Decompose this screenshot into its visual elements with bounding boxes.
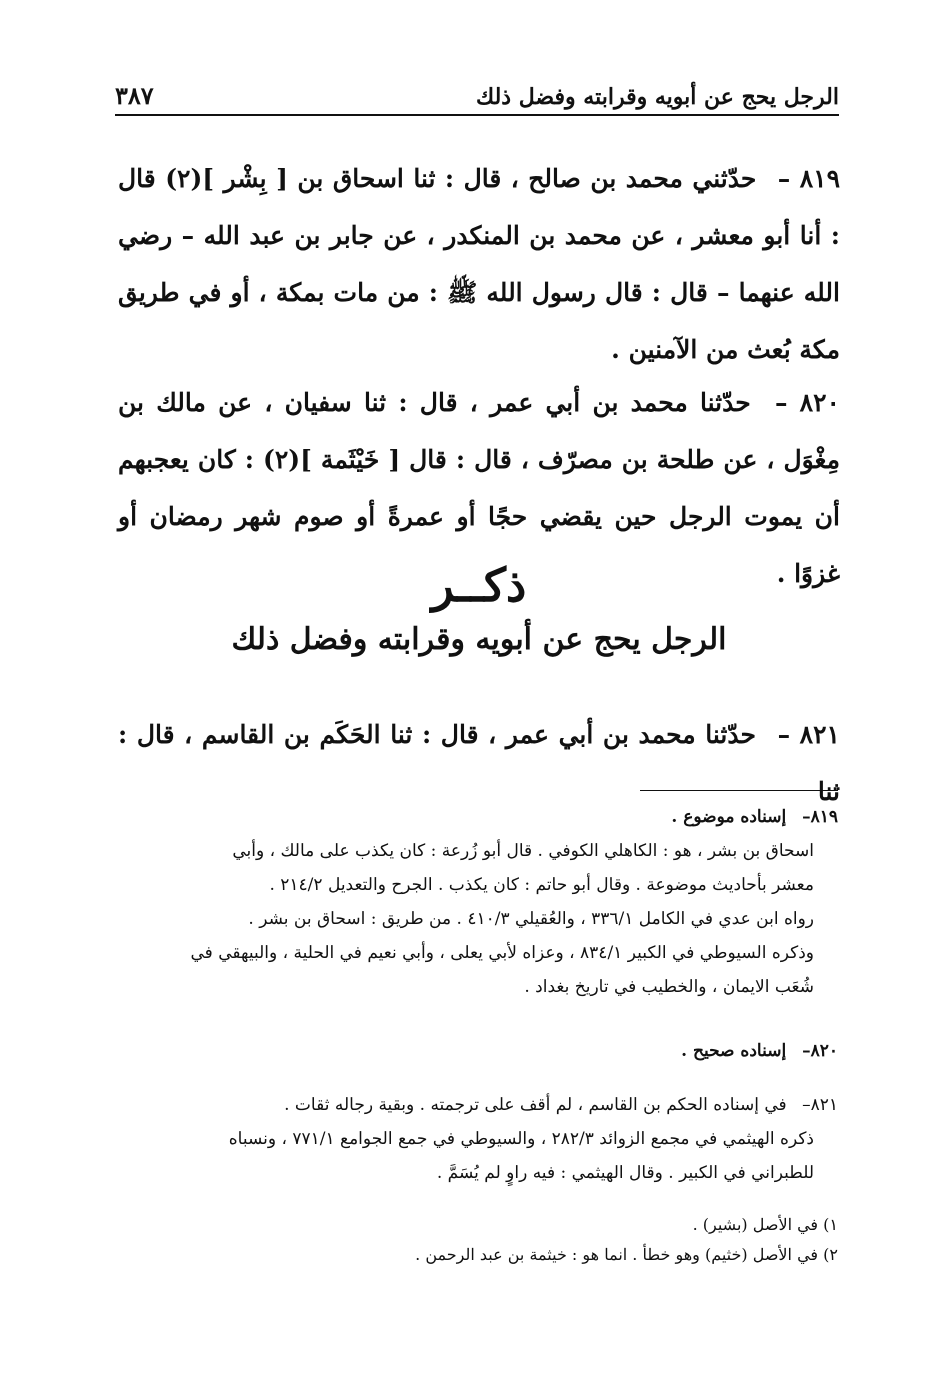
page-number: ٣٨٧ [115,81,154,110]
footnote-1: ١) في الأصل (بشير) . [692,1215,838,1234]
note-heading: في إسناده الحكم بن القاسم ، لم أقف على ترجمته . وبقية رجاله ثقات . [284,1095,787,1115]
footnote-2: ٢) في الأصل (خثيم) وهو خطأ . انما هو : خيثمة بن عبد الرحمن . [415,1245,838,1264]
note-821 [118,1088,838,1190]
hadith-text: حدّثنا محمد بن أبي عمر ، قال : ثنا الحَكَم بن القاسم ، قال : ثنا [118,720,840,806]
note-line: وذكره السيوطي في الكبير ٨٣٤/١ ، وعزاه لأبي يعلى ، وأبي نعيم في الحلية ، والبيهقي في [190,943,814,963]
note-heading: إسناده موضوع . [671,807,787,827]
note-number: ٨٢٠– [802,1041,838,1061]
page-header [115,78,839,116]
note-line: شُعَب الايمان ، والخطيب في تاريخ بغداد . [524,977,814,997]
hadith-819 [118,150,840,378]
hadith-number: ٨١٩ – [777,164,841,193]
note-number: ٨٢١– [802,1095,838,1115]
running-title: الرجل يحج عن أبويه وقرابته وفضل ذلك [476,84,839,110]
chapter-dhikr: ذكــر [431,558,527,612]
note-line: رواه ابن عدي في الكامل ٣٣٦/١ ، والعُقيلي ٤١٠/٣ . من طريق : اسحاق بن بشر . [248,909,814,929]
note-line: اسحاق بن بشر ، هو : الكاهلي الكوفي . قال أبو زُرعة : كان يكذب على مالك ، وأبي [232,841,814,861]
note-820 [118,1034,838,1068]
note-line: للطبراني في الكبير . وقال الهيثمي : فيه راوٍ لم يُسَمَّ . [436,1163,814,1183]
hadith-text: حدّثنا محمد بن أبي عمر ، قال : ثنا سفيان ، عن مالك بن مِغْوَل ، عن طلحة بن مصرّف ، قال : قال [ خَيْثَمة ](٢) : كان يعجبهم أن يموت الرجل حين يقضي حجًا أو عمرةً أو صوم شهر رمضان أو غزوًا . [118,388,840,588]
hadith-number: ٨٢١ – [777,720,840,749]
note-line: معشر بأحاديث موضوعة . وقال أبو حاتم : كان يكذب . الجرح والتعديل ٢١٤/٢ . [269,875,814,895]
footnote-separator [640,790,838,791]
note-heading: إسناده صحيح . [681,1041,787,1061]
note-819 [118,800,838,1004]
hadith-text: حدّثني محمد بن صالح ، قال : ثنا اسحاق بن [ بِشْر ](٢) قال : أنا أبو معشر ، عن محمد بن المنكدر ، عن جابر بن عبد الله – رضي الله عنهما – قال : قال رسول الله ﷺ : من مات بمكة ، أو في طريق مكة بُعث من الآمنين . [118,164,840,364]
hadith-number: ٨٢٠ – [774,388,840,417]
note-number: ٨١٩– [802,807,838,827]
note-line: ذكره الهيثمي في مجمع الزوائد ٢٨٢/٣ ، والسيوطي في جمع الجوامع ٧٧١/١ ، ونسباه [228,1129,814,1149]
chapter-title: الرجل يحج عن أبويه وقرابته وفضل ذلك [231,622,727,657]
